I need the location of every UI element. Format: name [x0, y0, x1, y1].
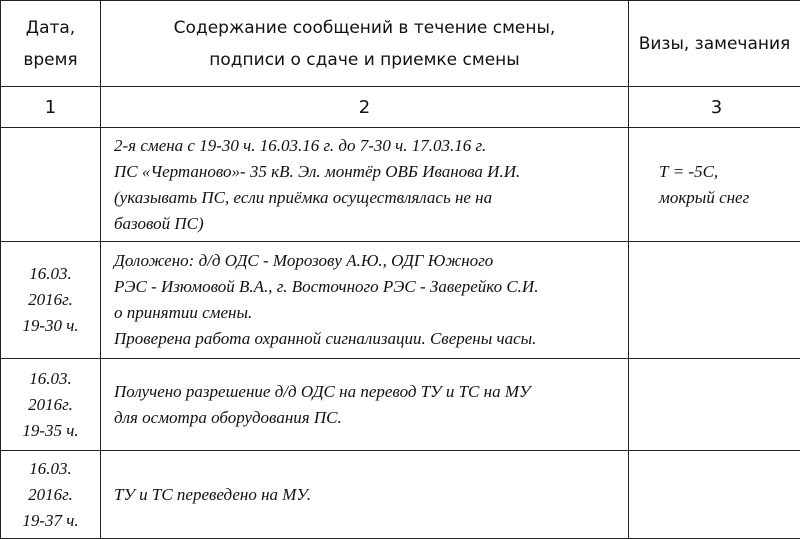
header-date-time: [1, 1, 101, 87]
log-row-4: [1, 451, 800, 539]
log-row-2-line-3: о принятии смены.: [114, 300, 628, 326]
log-row-3-content: [101, 359, 629, 451]
header-content: [101, 1, 629, 87]
column-number-1: 1: [1, 87, 101, 128]
header-content-line-2: подписи о сдаче и приемке смены: [101, 44, 628, 76]
log-row-2-time: 19-30 ч.: [1, 313, 100, 339]
log-row-1-line-1: 2-я смена с 19-30 ч. 16.03.16 г. до 7-30 ч. 17.03.16 г.: [114, 133, 628, 159]
log-row-3-date: [1, 359, 101, 451]
log-row-2-line-4: Проверена работа охранной сигнализации. Сверены часы.: [114, 326, 628, 352]
log-row-3-line-2: для осмотра оборудования ПС.: [114, 405, 628, 431]
log-row-1-content: [101, 128, 629, 242]
log-row-4-date-day: 16.03.: [1, 456, 100, 482]
log-row-4-notes: [629, 451, 800, 539]
log-row-2-date: [1, 242, 101, 359]
log-row-3-date-year: 2016г.: [1, 392, 100, 418]
log-row-3-time: 19-35 ч.: [1, 418, 100, 444]
log-row-2-line-2: РЭС - Изюмовой В.А., г. Восточного РЭС - Заверейко С.И.: [114, 274, 628, 300]
log-row-3: [1, 359, 800, 451]
log-row-2-notes: [629, 242, 800, 359]
header-content-line-1: Содержание сообщений в течение смены,: [101, 12, 628, 44]
log-row-1: [1, 128, 800, 242]
log-row-1-line-3: (указывать ПС, если приёмка осуществлялась не на: [114, 185, 628, 211]
header-time-label: время: [1, 44, 100, 76]
column-number-2: 2: [101, 87, 629, 128]
header-date-label: Дата,: [1, 12, 100, 44]
header-row: [1, 1, 800, 87]
log-row-1-note-2: мокрый снег: [659, 185, 800, 211]
log-row-2-content: [101, 242, 629, 359]
log-row-3-date-day: 16.03.: [1, 366, 100, 392]
log-row-1-line-2: ПС «Чертаново»- 35 кВ. Эл. монтёр ОВБ Иванова И.И.: [114, 159, 628, 185]
log-row-1-notes: [629, 128, 800, 242]
log-row-4-line-1: ТУ и ТС переведено на МУ.: [114, 482, 628, 508]
log-row-2-date-year: 2016г.: [1, 287, 100, 313]
log-row-1-line-4: базовой ПС): [114, 211, 628, 237]
log-row-2-date-day: 16.03.: [1, 261, 100, 287]
log-row-3-line-1: Получено разрешение д/д ОДС на перевод ТУ и ТС на МУ: [114, 379, 628, 405]
log-row-3-notes: [629, 359, 800, 451]
column-number-3: 3: [629, 87, 800, 128]
log-row-4-time: 19-37 ч.: [1, 508, 100, 534]
log-row-2-line-1: Доложено: д/д ОДС - Морозову А.Ю., ОДГ Южного: [114, 248, 628, 274]
log-row-4-content: [101, 451, 629, 539]
column-number-row: [1, 87, 800, 128]
log-row-1-date: [1, 128, 101, 242]
log-row-4-date: [1, 451, 101, 539]
log-row-4-date-year: 2016г.: [1, 482, 100, 508]
log-row-2: [1, 242, 800, 359]
header-visas: [629, 1, 800, 87]
header-visas-label: Визы, замечания: [629, 28, 800, 60]
log-row-1-note-1: Т = -5С,: [659, 159, 800, 185]
